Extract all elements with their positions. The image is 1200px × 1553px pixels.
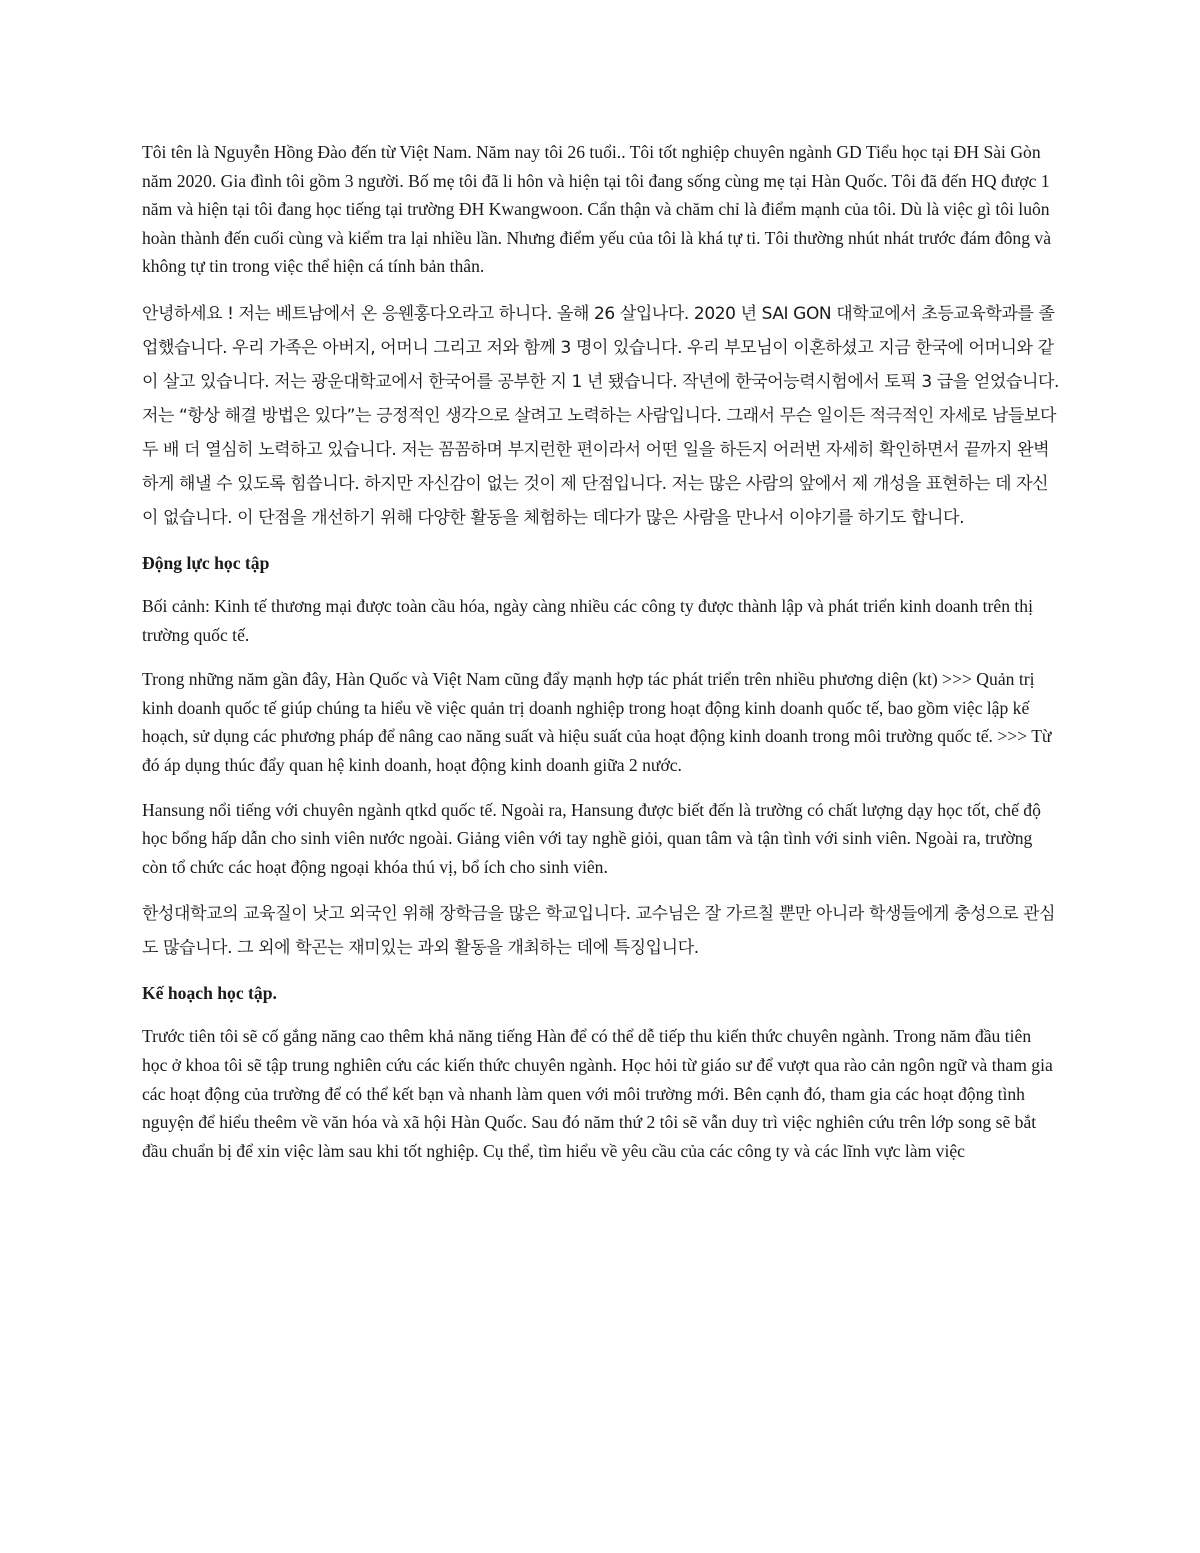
intro-paragraph-ko: 안녕하세요 ! 저는 베트남에서 온 응웬홍다오라고 하니다. 올해 26 살입나다. 2020 년 SAI GON 대학교에서 초등교육학과를 졸업했습니다. 우리 가족은 아버지, 어머니 그리고 저와 함께 3 명이 있습니다. 우리 부모님이 이혼하셨고 지금 한국에 어머니와 같이 살고 있습니다. 저는 광운대학교에서 한국어를 공부한 지 1 년 됐습니다. 작년에 한국어능력시험에서 토픽 3 급을 얻었습니다. 저는 “항상 해결 방법은 있다”는 긍정적인 생각으로 살려고 노력하는 사람입니다. 그래서 무슨 일이든 적극적인 자세로 남들보다 두 배 더 열심히 노력하고 있습니다. 저는 꼼꼼하며 부지런한 편이라서 어떤 일을 하든지 어러번 자세히 확인하면서 끝까지 완벽하게 해낼 수 있도록 힘씁니다. 하지만 자신감이 없는 것이 제 단점입니다. 저는 많은 사람의 앞에서 제 개성을 표현하는 데 자신이 없습니다. 이 단점을 개선하기 위해 다양한 활동을 체험하는 데다가 많은 사람을 만나서 이야기를 하기도 합니다. bbox=[142, 303, 1060, 528]
study-plan-paragraph: Trước tiên tôi sẽ cố gắng năng cao thêm khả năng tiếng Hàn để có thể dễ tiếp thu kiến thức chuyên ngành. Trong năm đầu tiên học ở khoa tôi sẽ tập trung nghiên cứu các kiến thức chuyên ngành. Học hỏi từ giáo sư để vượt qua rào cản ngôn ngữ và tham gia các hoạt động của trường để có thể kết bạn và nhanh làm quen với môi trường mới. Bên cạnh đó, tham gia các hoạt động tình nguyện để hiểu theêm về văn hóa và xã hội Hàn Quốc. Sau đó năm thứ 2 tôi sẽ vẫn duy trì việc nghiên cứu trên lớp song sẽ bắt đầu chuẩn bị để xin việc làm sau khi tốt nghiệp. Cụ thể, tìm hiểu về yêu cầu của các công ty và các lĩnh vực làm việc bbox=[142, 1026, 1053, 1161]
hansung-paragraph-vi: Hansung nổi tiếng với chuyên ngành qtkd quốc tế. Ngoài ra, Hansung được biết đến là trường có chất lượng dạy học tốt, chế độ học bổng hấp dẫn cho sinh viên nước ngoài. Giảng viên với tay nghề giỏi, quan tâm và tận tình với sinh viên. Ngoài ra, trường còn tổ chức các hoạt động ngoại khóa thú vị, bổ ích cho sinh viên. bbox=[142, 799, 1041, 877]
intro-paragraph-vi: Tôi tên là Nguyễn Hồng Đào đến từ Việt Nam. Năm nay tôi 26 tuổi.. Tôi tốt nghiệp chuyên ngành GD Tiểu học tại ĐH Sài Gòn năm 2020. Gia đình tôi gồm 3 người. Bố mẹ tôi đã li hôn và hiện tại tôi đang sống cùng mẹ tại Hàn Quốc. Tôi đã đến HQ được 1 năm và hiện tại tôi đang học tiếng tại trường ĐH Kwangwoon. Cẩn thận và chăm chỉ là điểm mạnh của tôi. Dù là việc gì tôi luôn hoàn thành đến cuối cùng và kiểm tra lại nhiều lần. Nhưng điểm yếu của tôi là khá tự ti. Tôi thường nhút nhát trước đám đông và không tự tin trong việc thể hiện cá tính bản thân. bbox=[142, 142, 1052, 277]
section-heading-motivation: Động lực học tập bbox=[142, 552, 270, 573]
context-paragraph: Bối cảnh: Kinh tế thương mại được toàn cầu hóa, ngày càng nhiều các công ty được thành lập và phát triển kinh doanh trên thị trường quốc tế. bbox=[142, 595, 1033, 645]
cooperation-paragraph: Trong những năm gần đây, Hàn Quốc và Việt Nam cũng đẩy mạnh hợp tác phát triển trên nhiều phương diện (kt) >>> Quản trị kinh doanh quốc tế giúp chúng ta hiểu về việc quản trị doanh nghiệp trong hoạt động kinh doanh quốc tế, bao gồm việc lập kế hoạch, sử dụng các phương pháp để nâng cao năng suất và hiệu suất của hoạt động kinh doanh trong môi trường quốc tế. >>> Từ đó áp dụng thúc đẩy quan hệ kinh doanh, hoạt động kinh doanh giữa 2 nước. bbox=[142, 669, 1052, 775]
document-page bbox=[142, 138, 1060, 1171]
hansung-paragraph-ko: 한성대학교의 교육질이 낫고 외국인 위해 장학금을 많은 학교입니다. 교수님은 잘 가르칠 뿐만 아니라 학생들에게 충성으로 관심도 많습니다. 그 외에 학곤는 재미있는 과외 활동을 개최하는 데에 특징입니다. bbox=[142, 904, 1056, 959]
section-heading-study-plan: Kế hoạch học tập. bbox=[142, 983, 277, 1004]
